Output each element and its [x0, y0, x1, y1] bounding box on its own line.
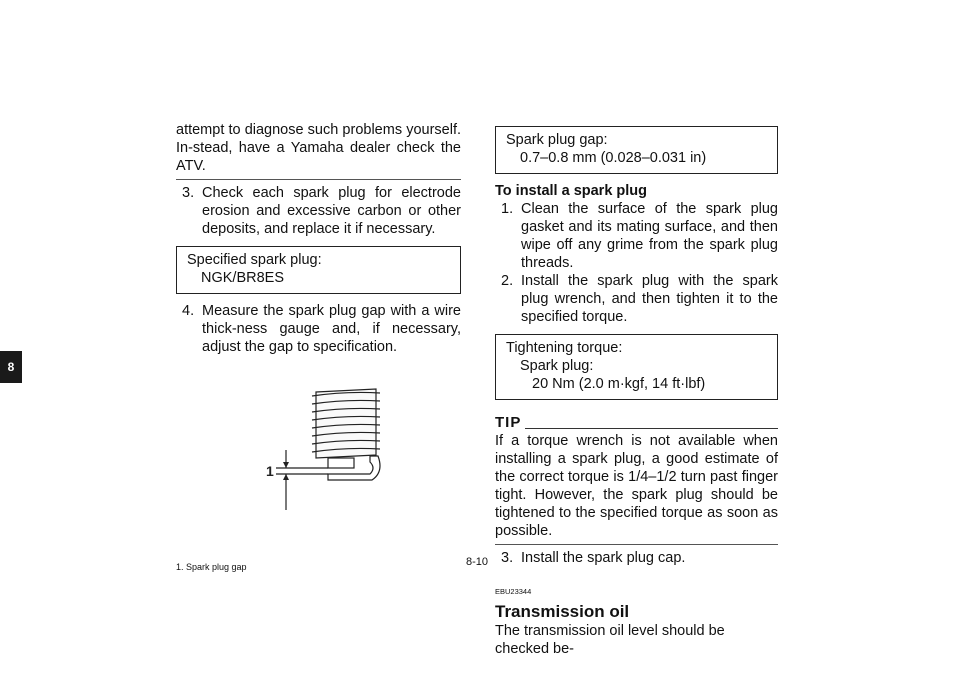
torque-spec-box [495, 334, 778, 400]
step-1-clean [495, 200, 778, 272]
tip-header [495, 414, 778, 432]
spec-item: Spark plug: [520, 358, 594, 374]
spec-title: Specified spark plug: [187, 252, 322, 268]
figure-callout: 1 [266, 463, 274, 479]
step-number: 1. [501, 201, 514, 217]
step-3-check-plug [176, 184, 461, 238]
step-number: 3. [501, 550, 514, 566]
section-text: The transmission oil level should be checked be- [495, 623, 725, 657]
step-number: 2. [501, 273, 514, 289]
step-text: Install the spark plug cap. [521, 550, 686, 566]
spec-value: 0.7–0.8 mm (0.028–0.031 in) [520, 150, 707, 166]
tip-rule [525, 428, 778, 429]
divider [176, 179, 461, 180]
spark-plug-spec-box [176, 246, 461, 294]
section-title: Transmission oil [495, 602, 630, 621]
page-number: 8-10 [466, 556, 489, 568]
spark-plug-illustration-icon [266, 382, 406, 532]
step-text: Install the spark plug with the spark plug wrench, and then tighten it to the specified torque. [521, 273, 778, 325]
spec-value: 20 Nm (2.0 m·kgf, 14 ft·lbf) [532, 376, 706, 392]
step-text: Measure the spark plug gap with a wire thick-ness gauge and, if necessary, adjust the gap to specification. [202, 303, 461, 355]
spec-value: NGK/BR8ES [201, 270, 284, 286]
gap-spec-box [495, 126, 778, 174]
divider [495, 544, 778, 545]
step-2-install [495, 272, 778, 326]
right-column [495, 126, 778, 658]
step-number: 4. [182, 303, 195, 319]
install-heading: To install a spark plug [495, 183, 648, 199]
step-3-cap [495, 549, 778, 567]
chapter-tab: 8 [0, 351, 22, 383]
step-text: Check each spark plug for electrode erosion and excessive carbon or other deposits, and replace it if necessary. [202, 185, 461, 237]
figure-caption: 1. Spark plug gap [176, 562, 247, 572]
spark-plug-gap-figure [176, 382, 461, 532]
step-text: Clean the surface of the spark plug gasket and its mating surface, and then wipe off any grime from the spark plug threads. [521, 201, 778, 271]
spec-title: Tightening torque: [506, 340, 623, 356]
tip-label: TIP [495, 414, 522, 431]
intro-paragraph: attempt to diagnose such problems yourself. In-stead, have a Yamaha dealer check the ATV. [176, 122, 461, 174]
tip-text: If a torque wrench is not available when installing a spark plug, a good estimate of the correct torque is 1/4–1/2 turn past finger tight. However, the spark plug should be tightened to the specified torque as soon as possible. [495, 433, 778, 539]
left-column [176, 121, 461, 576]
step-4-measure-gap [176, 302, 461, 356]
section-code: EBU23344 [495, 587, 532, 596]
step-number: 3. [182, 185, 195, 201]
spec-title: Spark plug gap: [506, 132, 608, 148]
